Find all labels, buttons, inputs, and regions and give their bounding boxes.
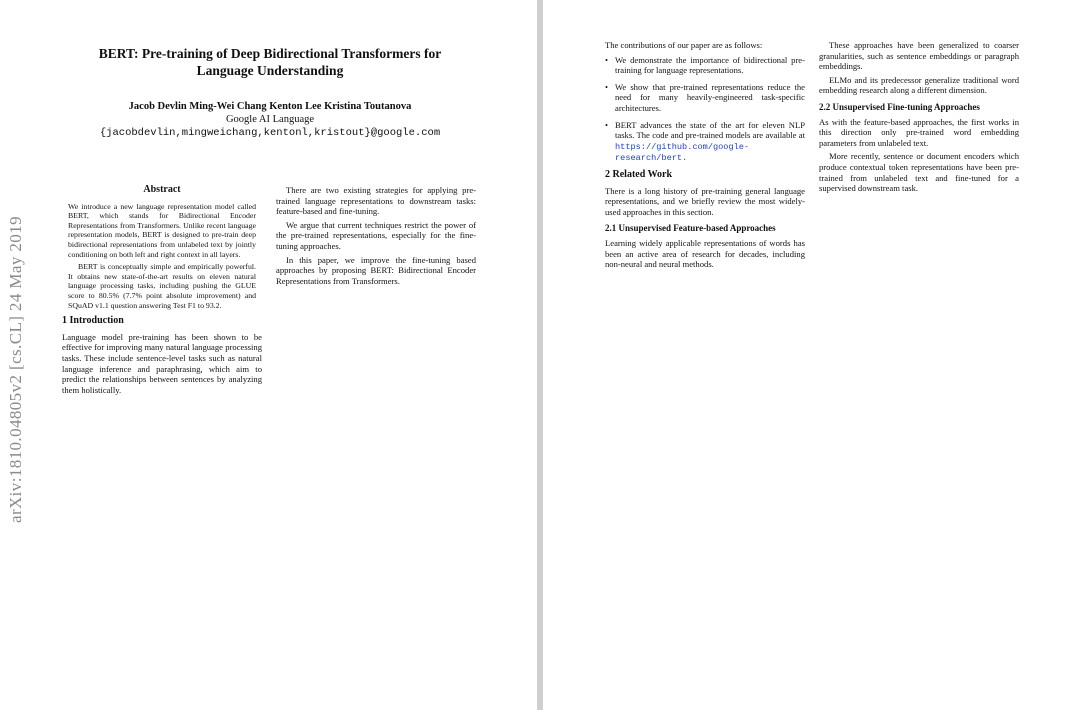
arxiv-identifier-stamp: arXiv:1810.04805v2 [cs.CL] 24 May 2019 <box>6 216 25 524</box>
body-paragraph: These approaches have been generalized to coarser granularities, such as sentence embeddings or paragraph embeddings. <box>819 40 1019 72</box>
author-list: Jacob Devlin Ming-Wei Chang Kenton Lee Kristina Toutanova <box>128 101 412 112</box>
body-paragraph: There are two existing strategies for applying pre-trained language representations to downstream tasks: feature-based and fine-tuning. <box>276 185 476 217</box>
abstract-body <box>62 202 262 311</box>
contribution-text: BERT advances the state of the art for eleven NLP tasks. The code and pre-trained models are available at <box>615 119 805 141</box>
body-paragraph: ELMo and its predecessor generalize traditional word embedding research along a different dimension. <box>819 74 1019 96</box>
fine-tuning-subheading: 2.2 Unsupervised Fine-tuning Approaches <box>819 101 980 112</box>
feature-based-subheading: 2.1 Unsupervised Feature-based Approaches <box>605 223 776 234</box>
contribution-list <box>605 55 805 164</box>
body-paragraph: We argue that current techniques restrict the power of the pre-trained representations, especially for the fine-tuning approaches. <box>276 219 476 251</box>
body-paragraph: More recently, sentence or document encoders which produce contextual token representations have been pre-trained from unlabeled text and fine-tuned for a supervised downstream task. <box>819 151 1019 194</box>
contribution-item: • We show that pre-trained representations reduce the need for many heavily-engineered task-specific architectures. <box>605 82 805 114</box>
body-paragraph: Learning widely applicable representations of words has been an active area of research for decades, including non-neural and neural methods. <box>605 237 805 270</box>
abstract-heading: Abstract <box>143 185 181 195</box>
contribution-item: • We demonstrate the importance of bidirectional pre-training for language representations. <box>605 55 805 76</box>
abstract-paragraph: BERT is conceptually simple and empirically powerful. It obtains new state-of-the-art results on eleven natural language processing tasks, including pushing the GLUE score to 80.5% (7.7% point absolute improvement) and SQuAD v1.1 question answering Test F1 to 93.2. <box>68 262 256 310</box>
body-paragraph: In this paper, we improve the fine-tuning based approaches by proposing BERT: Bidirectional Encoder Representations from Transformers. <box>276 254 476 286</box>
abstract-paragraph: We introduce a new language representation model called BERT, which stands for Bidirectional Encoder Representations from Transformers. Unlike recent language representation models, BERT is designed to pre-train deep bidirectional representations from unlabeled text by jointly conditioning on both left and right context in all layers. <box>68 201 256 259</box>
paper-title: BERT: Pre-training of Deep Bidirectional Transformers for Language Understanding <box>98 46 442 78</box>
body-paragraph: As with the feature-based approaches, the first works in this direction only pre-trained word embedding parameters from unlabeled text. <box>819 116 1019 148</box>
author-emails: {jacobdevlin,mingweichang,kentonl,kristout}@google.com <box>99 127 441 139</box>
paper-page-right <box>543 0 1080 710</box>
code-repository-link[interactable]: https://github.com/google-research/bert. <box>615 141 750 164</box>
introduction-heading: 1 Introduction <box>62 315 124 327</box>
related-work-heading: 2 Related Work <box>605 168 673 180</box>
right-page-column-1 <box>605 40 805 695</box>
paper-page-left <box>0 0 537 710</box>
body-paragraph: The contributions of our paper are as follows: <box>605 40 763 50</box>
contribution-item <box>605 120 805 164</box>
left-page-column-2 <box>276 185 476 695</box>
left-page-column-1 <box>62 185 262 695</box>
right-page-column-2 <box>819 40 1019 695</box>
author-affiliation: Google AI Language <box>225 114 315 125</box>
body-paragraph: There is a long history of pre-training general language representations, and we briefly review the most widely-used approaches in this section. <box>605 185 805 217</box>
body-paragraph: Language model pre-training has been shown to be effective for improving many natural language processing tasks. These include sentence-level tasks such as natural language inference and paraphrasing, which aim to predict the relationships between sentences by analyzing them holistically. <box>62 331 262 395</box>
